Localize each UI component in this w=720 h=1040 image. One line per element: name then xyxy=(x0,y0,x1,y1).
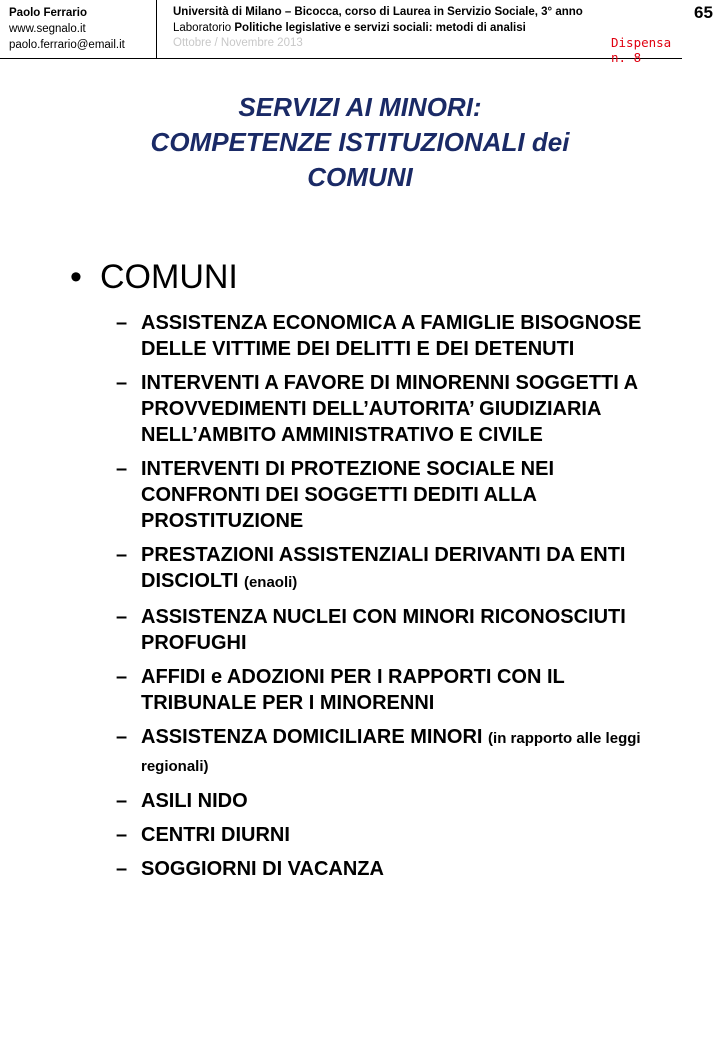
author-name: Paolo Ferrario xyxy=(9,7,87,19)
title-line: COMUNI xyxy=(307,162,413,192)
item-text: ASILI NIDO xyxy=(141,790,248,812)
list-item xyxy=(116,604,676,656)
list-item xyxy=(116,456,676,534)
site-link[interactable]: www.segnalo.it xyxy=(9,23,86,35)
page-number: 65 xyxy=(694,3,713,22)
item-text: AFFIDI e ADOZIONI PER I RAPPORTI CON IL TRIBUNALE PER I MINORENNI xyxy=(141,666,565,714)
period: Ottobre / Novembre 2013 xyxy=(173,37,303,49)
list-item xyxy=(116,856,676,882)
item-text: INTERVENTI A FAVORE DI MINORENNI SOGGETTI A PROVVEDIMENTI DELL’AUTORITA’ GIUDIZIARIA NELL’AMBITO AMMINISTRATIVO E CIVILE xyxy=(141,372,638,446)
dash-icon: – xyxy=(116,372,128,394)
page-header xyxy=(0,0,713,65)
item-text: SOGGIORNI DI VACANZA xyxy=(141,858,384,880)
course-title: Università di Milano – Bicocca, corso di Laurea in Servizio Sociale, 3° anno xyxy=(173,6,583,18)
title-line: SERVIZI AI MINORI: xyxy=(238,92,482,122)
dash-icon: – xyxy=(116,312,128,334)
dispensa-label: Dispensa n. 8 xyxy=(611,35,672,65)
lab-prefix: Laboratorio xyxy=(173,21,232,34)
item-text: ASSISTENZA ECONOMICA A FAMIGLIE BISOGNOSE DELLE VITTIME DEI DELITTI E DEI DETENUTI xyxy=(141,312,642,360)
divider xyxy=(156,0,157,58)
item-text: INTERVENTI DI PROTEZIONE SOCIALE NEI CONFRONTI DEI SOGGETTI DEDITI ALLA PROSTITUZIONE xyxy=(141,458,555,532)
list-item xyxy=(116,724,676,780)
item-note: (in rapporto alle leggi regionali) xyxy=(141,730,641,775)
item-text: ASSISTENZA NUCLEI CON MINORI RICONOSCIUTI PROFUGHI xyxy=(141,606,626,654)
list-item xyxy=(116,664,676,716)
bullet-icon: • xyxy=(70,258,82,296)
item-note: (enaoli) xyxy=(243,574,298,591)
dash-icon: – xyxy=(116,858,128,880)
title-line: COMPETENZE ISTITUZIONALI dei xyxy=(150,127,570,157)
list-item xyxy=(116,788,676,814)
dash-icon: – xyxy=(116,606,128,628)
list-item xyxy=(116,310,676,362)
slide-title xyxy=(0,90,720,195)
item-text: CENTRI DIURNI xyxy=(141,824,290,846)
dash-icon: – xyxy=(116,458,128,480)
list-item xyxy=(116,370,676,448)
list-item xyxy=(116,822,676,848)
dash-icon: – xyxy=(116,790,128,812)
author-block xyxy=(9,5,125,53)
dash-icon: – xyxy=(116,726,128,748)
item-text: ASSISTENZA DOMICILIARE MINORI xyxy=(141,726,483,748)
dash-icon: – xyxy=(116,666,128,688)
sub-item-list xyxy=(116,310,676,890)
item-text: PRESTAZIONI ASSISTENZIALI DERIVANTI DA ENTI DISCIOLTI xyxy=(141,544,626,592)
lab-title: Politiche legislative e servizi sociali: metodi di analisi xyxy=(234,21,526,34)
main-bullet-label: COMUNI xyxy=(100,258,238,296)
dash-icon: – xyxy=(116,824,128,846)
email-link[interactable]: paolo.ferrario@email.it xyxy=(9,39,125,51)
dash-icon: – xyxy=(116,544,128,566)
list-item xyxy=(116,542,676,596)
course-block xyxy=(173,5,583,52)
